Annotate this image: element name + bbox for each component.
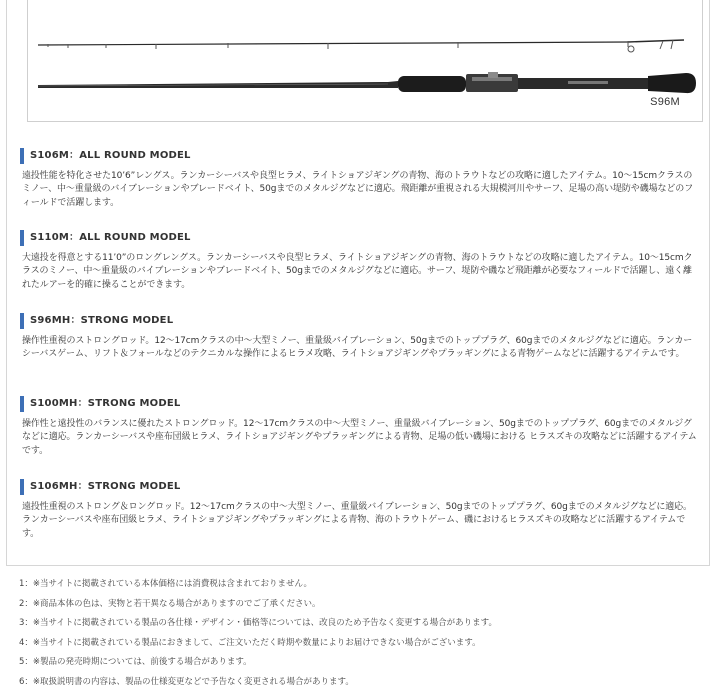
- model-section-s106mh: [20, 479, 700, 541]
- section-description: 大遠投を得意とする11’0”のロングレングス。ランカーシーバスや良型ヒラメ、ライトショアジギングの青物、海のトラウトなどの攻略に適したアイテム。10～15cmクラスのミノー、中～重量級のバイブレーションやブレードベイト、50gまでのメタルジグなどに適応。サーフ、堤防や磯など飛距離が必要なフィールドで活躍し、遠く離れたルアーを的確に操ることができます。: [22, 253, 693, 290]
- note-item: 6：※取扱説明書の内容は、製品の仕様変更などで予告なく変更される場合があります。: [19, 676, 354, 687]
- rod-rear-grip: [648, 73, 696, 93]
- section-description: 操作性と遠投性のバランスに優れたストロングロッド。12～17cmクラスの中～大型ミノー、重量級バイブレーション、50gまでのトッププラグ、60gまでのメタルジグなどに適応。ランカーシーバスや座布団級ヒラメ、ライトショアジギングやプラッギングによる青物、足場の低い磯場における ヒラスズキの攻略などに活躍するアイテムです。: [22, 419, 697, 456]
- note-item: 3：※当サイトに掲載されている製品の各仕様・デザイン・価格等については、改良のため予告なく変更する場合があります。: [19, 618, 497, 628]
- rod-fore-grip: [398, 76, 466, 92]
- note-item: 4：※当サイトに掲載されている製品におきまして、ご注文いただく時期や数量によりお届けできない場合がございます。: [19, 637, 481, 648]
- model-section-s110m: [20, 230, 700, 292]
- disclaimer-notes: [19, 575, 709, 692]
- section-description: 遠投性重視のストロング＆ロングロッド。12～17cmクラスの中～大型ミノー、重量級バイブレーション、50gまでのトッププラグ、60gまでのメタルジグなどに適応。ランカーシーバスや座布団級ヒラメ、ライトショアジギングやプラッギングによる青物、海のトラウトゲーム、磯におけるヒラスズキの攻略などに活躍するアイテムです。: [22, 502, 692, 539]
- fishing-rod-illustration: [28, 0, 704, 122]
- note-item: 2：※商品本体の色は、実物と若干異なる場合がありますのでご了承ください。: [19, 598, 321, 609]
- rod-tip-end: [628, 40, 684, 42]
- model-section-s96mh: [20, 313, 700, 362]
- section-title: S106MH：STRONG MODEL: [20, 479, 700, 495]
- rod-tip-blank: [38, 42, 628, 45]
- rod-image: [27, 0, 703, 122]
- section-title: S110M：ALL ROUND MODEL: [20, 230, 700, 246]
- model-section-s100mh: [20, 396, 700, 458]
- section-description: 遠投性能を特化させた10’6”レングス。ランカーシーバスや良型ヒラメ、ライトショアジギングの青物、海のトラウトなどの攻略に適したアイテム。10～15cmクラスのミノー、中～重量級のバイブレーションやブレードベイト、50gまでのメタルジグなどに適応。飛距離が重視される大規模河川やサーフ、足場の高い堤防や磯場などのフィールドで活躍します。: [22, 171, 694, 208]
- model-section-s106m: [20, 148, 700, 210]
- section-title: S100MH：STRONG MODEL: [20, 396, 700, 412]
- note-item: 1：※当サイトに掲載されている本体価格には消費税は含まれておりません。: [19, 579, 312, 589]
- section-title: S106M：ALL ROUND MODEL: [20, 148, 700, 164]
- section-description: 操作性重視のストロングロッド。12～17cmクラスの中～大型ミノー、重量級バイブレーション、50gまでのトッププラグ、60gまでのメタルジグなどに適応。ランカーシーバスゲーム、リフト＆フォールなどのテクニカルな操作によるヒラメ攻略、ライトショアジギングやプラッギングによる青物ゲームなどに活躍するアイテムです。: [22, 336, 693, 360]
- note-item: 5：※製品の発売時期については、前後する場合があります。: [19, 657, 252, 667]
- section-title: S96MH：STRONG MODEL: [20, 313, 700, 329]
- rod-model-label: S96M: [650, 96, 680, 108]
